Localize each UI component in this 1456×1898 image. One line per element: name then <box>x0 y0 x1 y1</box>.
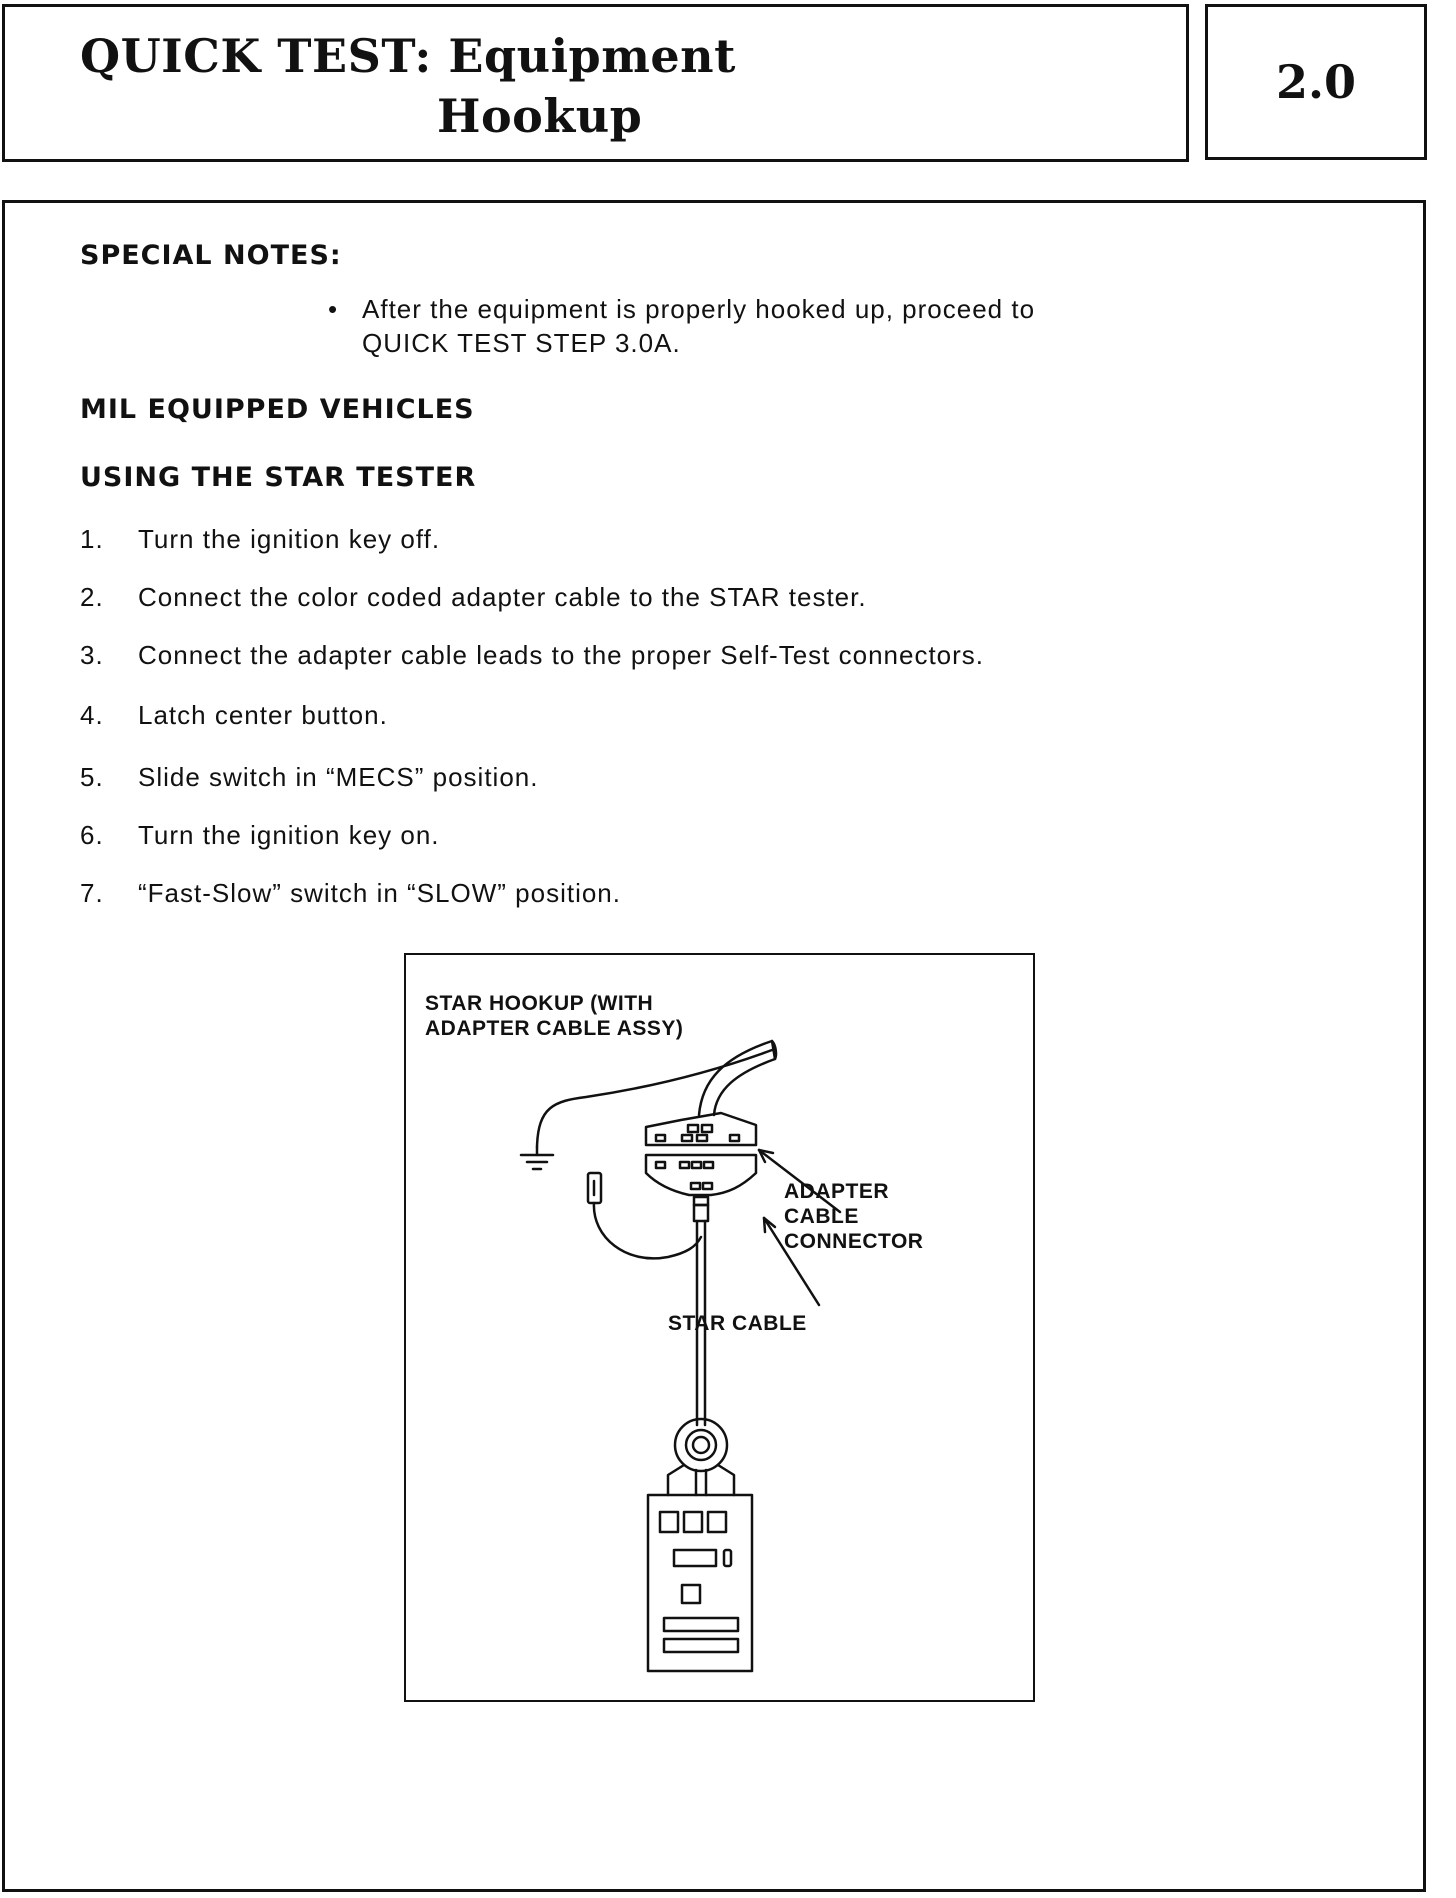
adapter-label-line-1: ADAPTER <box>784 1180 890 1203</box>
adapter-label-line-2: CABLE <box>784 1205 859 1228</box>
title-box <box>2 4 1189 162</box>
star-hookup-figure <box>404 953 1035 1702</box>
adapter-cable-connector-label <box>784 1179 923 1254</box>
page-title-line-2: Hookup <box>437 89 643 143</box>
step-6 <box>80 820 440 851</box>
step-text: Turn the ignition key on. <box>138 820 440 850</box>
step-text: “Fast-Slow” switch in “SLOW” position. <box>138 878 621 908</box>
step-number: 2. <box>80 582 104 612</box>
section-number-box <box>1205 4 1427 160</box>
ground-wire <box>537 1050 772 1147</box>
star-cable-connector <box>646 1155 756 1205</box>
figure-title-line-1: STAR HOOKUP (WITH <box>425 992 654 1015</box>
adapter-label-line-3: CONNECTOR <box>784 1230 924 1253</box>
step-text: Turn the ignition key off. <box>138 524 441 554</box>
page-title-line-1: QUICK TEST: Equipment <box>80 29 736 83</box>
self-test-plug <box>588 1173 701 1258</box>
step-1 <box>80 524 440 555</box>
section-number: 2.0 <box>1275 55 1357 109</box>
mil-equipped-heading: MIL EQUIPPED VEHICLES <box>80 394 475 425</box>
step-text: Slide switch in “MECS” position. <box>138 762 539 792</box>
step-number: 6. <box>80 820 104 850</box>
step-5 <box>80 762 538 793</box>
step-number: 3. <box>80 640 104 670</box>
ground-icon <box>521 1147 553 1169</box>
step-4 <box>80 700 388 731</box>
special-note-text: After the equipment is properly hooked up, proceed to QUICK TEST STEP 3.0A. <box>362 294 1036 358</box>
figure-title-line-2: ADAPTER CABLE ASSY) <box>425 1017 684 1040</box>
cable-reel <box>668 1419 734 1495</box>
special-notes-heading: SPECIAL NOTES: <box>80 240 342 271</box>
step-number: 5. <box>80 762 104 792</box>
special-note <box>328 292 1108 360</box>
step-7 <box>80 878 621 909</box>
step-text: Latch center button. <box>138 700 388 730</box>
step-3 <box>80 640 984 671</box>
step-number: 7. <box>80 878 104 908</box>
step-number: 1. <box>80 524 104 554</box>
star-cable-label: STAR CABLE <box>668 1312 807 1335</box>
step-2 <box>80 582 867 613</box>
star-tester-heading: USING THE STAR TESTER <box>80 462 477 493</box>
bullet-icon: • <box>328 294 339 324</box>
adapter-cable-connector-upper <box>646 1113 756 1145</box>
step-text: Connect the color coded adapter cable to the STAR tester. <box>138 582 867 612</box>
star-tester <box>648 1495 752 1671</box>
step-number: 4. <box>80 700 104 730</box>
step-text: Connect the adapter cable leads to the proper Self-Test connectors. <box>138 640 985 670</box>
